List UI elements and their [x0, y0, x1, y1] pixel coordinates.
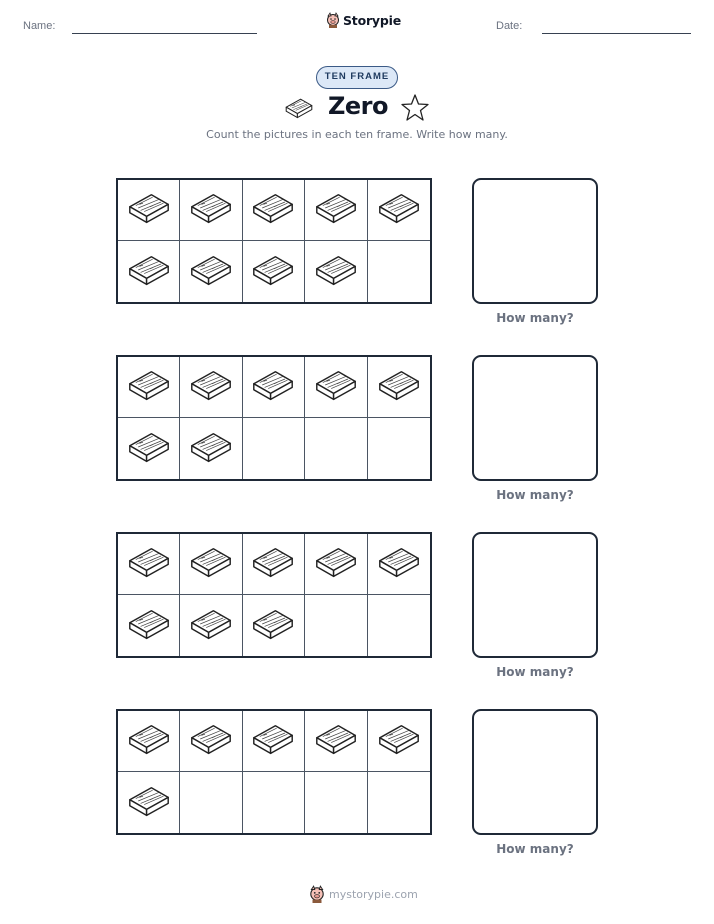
wooden-block-icon [250, 367, 296, 407]
ten-frame-cell [305, 180, 367, 241]
ten-frame-cell [118, 772, 180, 833]
ten-frame-cell [305, 357, 367, 418]
pig-mascot-icon [326, 12, 340, 28]
ten-frame-cell [243, 772, 305, 833]
ten-frame-cell [305, 418, 367, 479]
ten-frame-cell [180, 595, 242, 656]
wooden-block-icon [250, 190, 296, 230]
ten-frame-cell [118, 534, 180, 595]
ten-frame-cell [118, 418, 180, 479]
ten-frame-cell [305, 534, 367, 595]
wooden-block-icon [188, 606, 234, 646]
ten-frame-cell [118, 180, 180, 241]
title-row [0, 92, 714, 124]
instructions: Count the pictures in each ten frame. Write how many. [206, 128, 508, 141]
wooden-block-icon [126, 606, 172, 646]
wooden-block-icon [376, 721, 422, 761]
how-many-label: How many? [496, 488, 574, 502]
wooden-block-icon [376, 544, 422, 584]
wooden-block-icon [376, 367, 422, 407]
wooden-block-icon [313, 721, 359, 761]
ten-frame-cell [180, 418, 242, 479]
footer [309, 885, 418, 903]
ten-frame-cell [180, 241, 242, 302]
name-line[interactable] [72, 33, 257, 34]
ten-frame-cell [180, 180, 242, 241]
ten-frame [116, 355, 432, 481]
how-many-label: How many? [496, 842, 574, 856]
ten-frame-cell [305, 711, 367, 772]
wooden-block-icon [126, 429, 172, 469]
ten-frame-cell [243, 180, 305, 241]
wooden-block-icon [313, 252, 359, 292]
ten-frame-cell [243, 357, 305, 418]
ten-frame-cell [118, 711, 180, 772]
wooden-block-icon [376, 190, 422, 230]
brand-name: Storypie [343, 12, 401, 28]
wooden-block-icon [250, 544, 296, 584]
ten-frame-cell [243, 418, 305, 479]
ten-frame-cell [118, 241, 180, 302]
wooden-block-icon [126, 721, 172, 761]
date-line[interactable] [542, 33, 691, 34]
wooden-block-icon [250, 252, 296, 292]
wooden-block-icon [250, 721, 296, 761]
ten-frame-cell [180, 534, 242, 595]
ten-frame-cell [305, 595, 367, 656]
ten-frame-cell [368, 180, 430, 241]
ten-frame-cell [180, 357, 242, 418]
wooden-block-icon [188, 721, 234, 761]
name-label: Name: [23, 20, 56, 32]
how-many-label: How many? [496, 311, 574, 325]
wooden-block-icon [126, 190, 172, 230]
answer-box[interactable] [472, 709, 598, 835]
how-many-label: How many? [496, 665, 574, 679]
ten-frame-cell [368, 418, 430, 479]
ten-frame-cell [368, 595, 430, 656]
ten-frame-cell [368, 241, 430, 302]
ten-frame-cell [368, 711, 430, 772]
wooden-block-icon [126, 252, 172, 292]
ten-frame [116, 709, 432, 835]
ten-frame-cell [368, 534, 430, 595]
ten-frame-cell [243, 534, 305, 595]
ten-frame-cell [368, 357, 430, 418]
wooden-block-icon [313, 190, 359, 230]
ten-frame-cell [305, 772, 367, 833]
ten-frame-cell [243, 711, 305, 772]
ten-frame-cell [243, 595, 305, 656]
wooden-block-icon [313, 544, 359, 584]
ten-frame-cell [118, 595, 180, 656]
wooden-block-icon [188, 252, 234, 292]
footer-url[interactable]: mystorypie.com [329, 887, 418, 901]
star-outline-icon [400, 93, 430, 127]
wooden-block-icon [250, 606, 296, 646]
brand-logo [326, 12, 401, 28]
page-title: Zero [328, 92, 389, 120]
wooden-block-icon [126, 367, 172, 407]
wooden-block-icon [126, 544, 172, 584]
ten-frame-cell [368, 772, 430, 833]
ten-frame [116, 532, 432, 658]
ten-frame-cell [180, 711, 242, 772]
wooden-block-icon [188, 544, 234, 584]
wooden-block-icon [283, 96, 315, 124]
answer-box[interactable] [472, 532, 598, 658]
ten-frame-badge: TEN FRAME [316, 66, 398, 89]
wooden-block-icon [188, 190, 234, 230]
answer-box[interactable] [472, 355, 598, 481]
ten-frame [116, 178, 432, 304]
wooden-block-icon [188, 429, 234, 469]
ten-frame-cell [305, 241, 367, 302]
ten-frame-cell [243, 241, 305, 302]
date-label: Date: [496, 20, 523, 32]
pig-mascot-icon [309, 885, 325, 903]
answer-box[interactable] [472, 178, 598, 304]
ten-frame-cell [180, 772, 242, 833]
wooden-block-icon [313, 367, 359, 407]
wooden-block-icon [188, 367, 234, 407]
wooden-block-icon [126, 783, 172, 823]
ten-frame-cell [118, 357, 180, 418]
